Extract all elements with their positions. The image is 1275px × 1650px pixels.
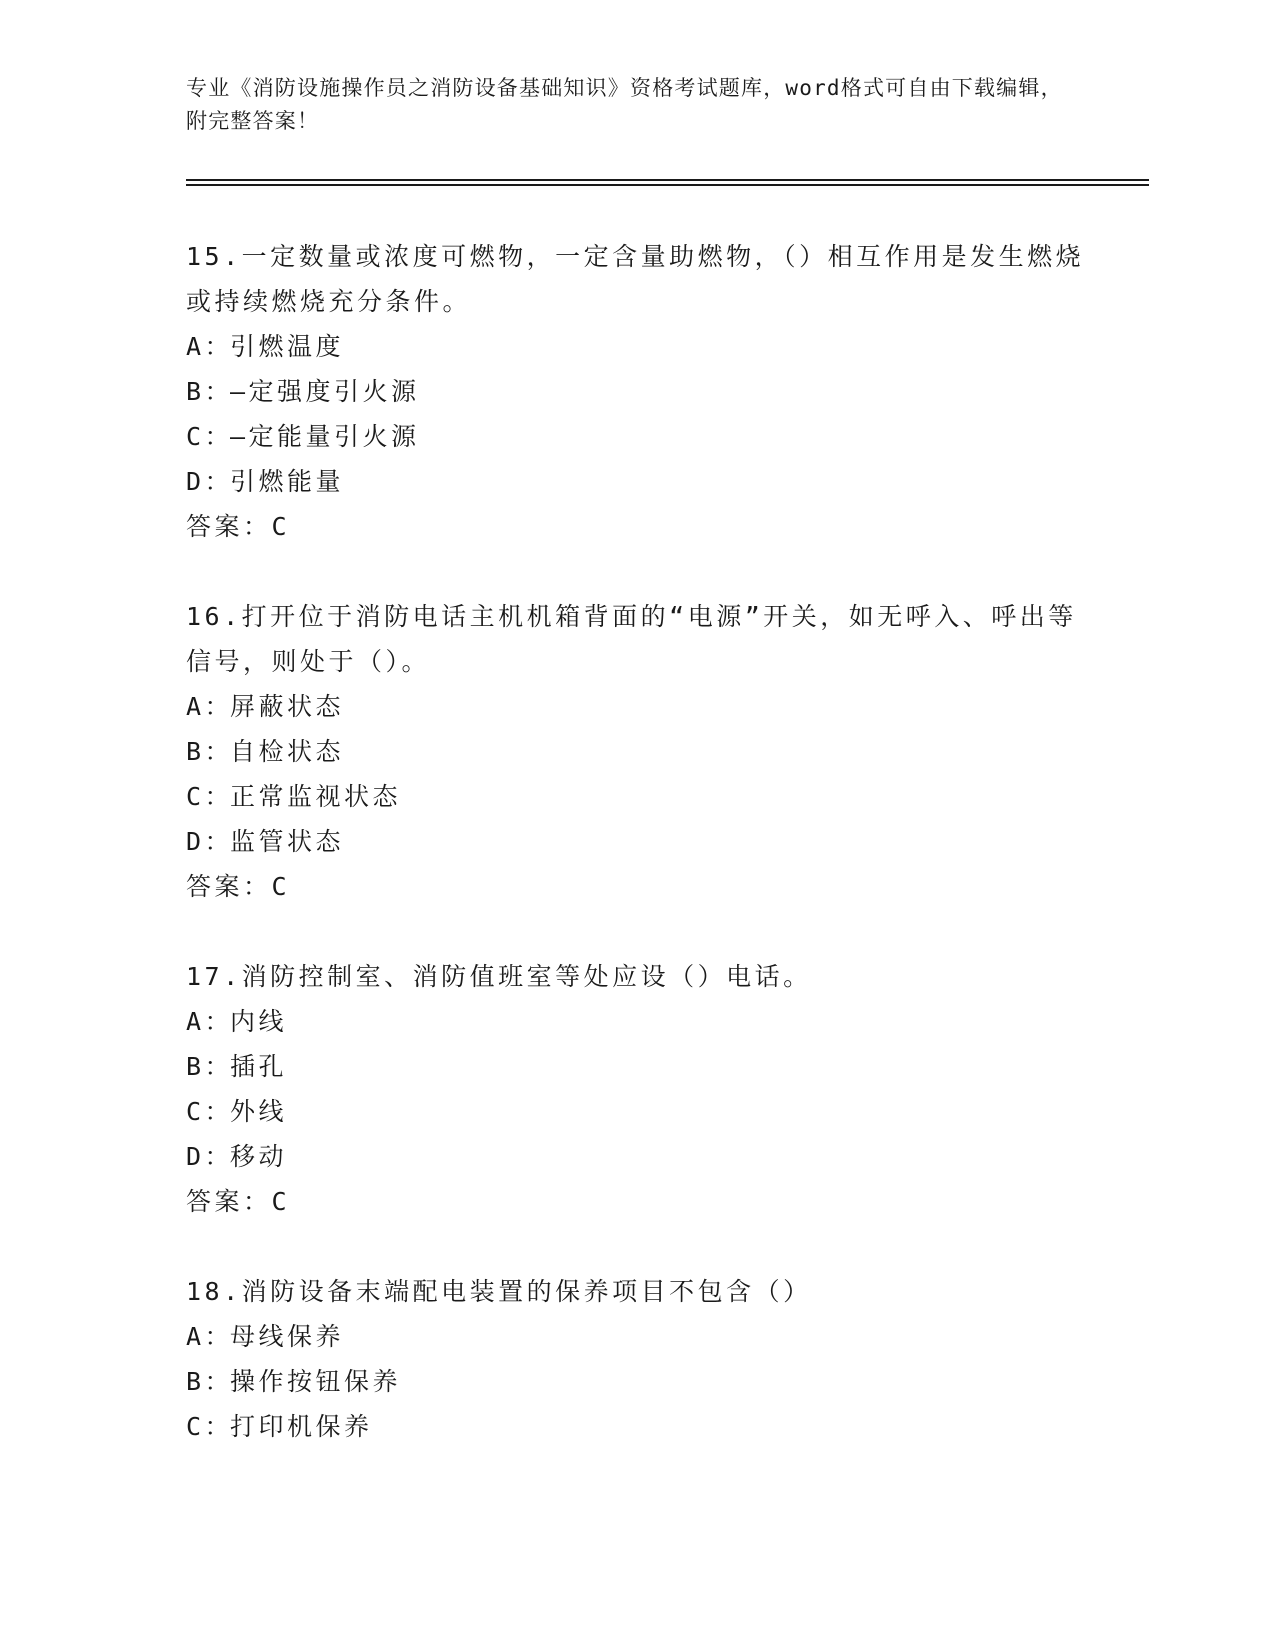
option-text: 正常监视状态 xyxy=(230,782,402,811)
option-b xyxy=(186,1044,1086,1089)
answer-line: 答案：C xyxy=(186,1187,291,1216)
question-stem: 15.一定数量或浓度可燃物，一定含量助燃物，（）相互作用是发生燃烧或持续燃烧充分条件。 xyxy=(186,242,1085,316)
option-text: 引燃温度 xyxy=(230,332,345,361)
option-b xyxy=(186,369,1086,414)
spacer xyxy=(186,909,1086,954)
option-letter: A： xyxy=(186,1322,234,1351)
option-text: 外线 xyxy=(230,1097,288,1126)
option-text: 引燃能量 xyxy=(230,467,345,496)
option-letter: B： xyxy=(186,1367,234,1396)
option-text: 移动 xyxy=(230,1142,288,1171)
option-a xyxy=(186,999,1086,1044)
option-d xyxy=(186,459,1086,504)
option-d xyxy=(186,819,1086,864)
option-text: 插孔 xyxy=(230,1052,288,1081)
answer-line: 答案：C xyxy=(186,872,291,901)
option-c xyxy=(186,414,1086,459)
answer-line: 答案：C xyxy=(186,512,291,541)
question-16 xyxy=(186,594,1086,909)
option-letter: B： xyxy=(186,1052,234,1081)
option-letter: C： xyxy=(186,782,234,811)
option-text: 母线保养 xyxy=(230,1322,345,1351)
option-b xyxy=(186,1359,1086,1404)
option-text: 监管状态 xyxy=(230,827,345,856)
option-a xyxy=(186,1314,1086,1359)
option-letter: C： xyxy=(186,422,234,451)
option-letter: C： xyxy=(186,1412,234,1441)
option-letter: B： xyxy=(186,377,234,406)
header-rule-bottom xyxy=(186,184,1149,186)
option-letter: A： xyxy=(186,332,234,361)
option-text: —定能量引火源 xyxy=(230,422,420,451)
option-letter: D： xyxy=(186,827,234,856)
option-c xyxy=(186,1404,1086,1449)
spacer xyxy=(186,1224,1086,1269)
option-text: 屏蔽状态 xyxy=(230,692,345,721)
question-17 xyxy=(186,954,1086,1224)
option-letter: B： xyxy=(186,737,234,766)
option-b xyxy=(186,729,1086,774)
option-text: 打印机保养 xyxy=(230,1412,373,1441)
option-letter: D： xyxy=(186,467,234,496)
document-header: 专业《消防设施操作员之消防设备基础知识》资格考试题库，word格式可自由下载编辑，附完整答案！ xyxy=(186,76,1063,133)
question-stem: 16.打开位于消防电话主机机箱背面的“电源”开关，如无呼入、呼出等信号，则处于（）。 xyxy=(186,602,1077,676)
option-text: 自检状态 xyxy=(230,737,345,766)
option-letter: A： xyxy=(186,692,234,721)
option-text: —定强度引火源 xyxy=(230,377,420,406)
question-18 xyxy=(186,1269,1086,1449)
option-c xyxy=(186,1089,1086,1134)
option-c xyxy=(186,774,1086,819)
spacer xyxy=(186,549,1086,594)
option-letter: A： xyxy=(186,1007,234,1036)
question-list xyxy=(186,234,1086,1449)
question-stem: 18.消防设备末端配电装置的保养项目不包含（） xyxy=(186,1277,812,1306)
question-15 xyxy=(186,234,1086,549)
header-rule-top xyxy=(186,179,1149,181)
option-a xyxy=(186,684,1086,729)
option-letter: C： xyxy=(186,1097,234,1126)
option-d xyxy=(186,1134,1086,1179)
option-letter: D： xyxy=(186,1142,234,1171)
option-a xyxy=(186,324,1086,369)
question-stem: 17.消防控制室、消防值班室等处应设（）电话。 xyxy=(186,962,812,991)
option-text: 内线 xyxy=(230,1007,288,1036)
option-text: 操作按钮保养 xyxy=(230,1367,402,1396)
